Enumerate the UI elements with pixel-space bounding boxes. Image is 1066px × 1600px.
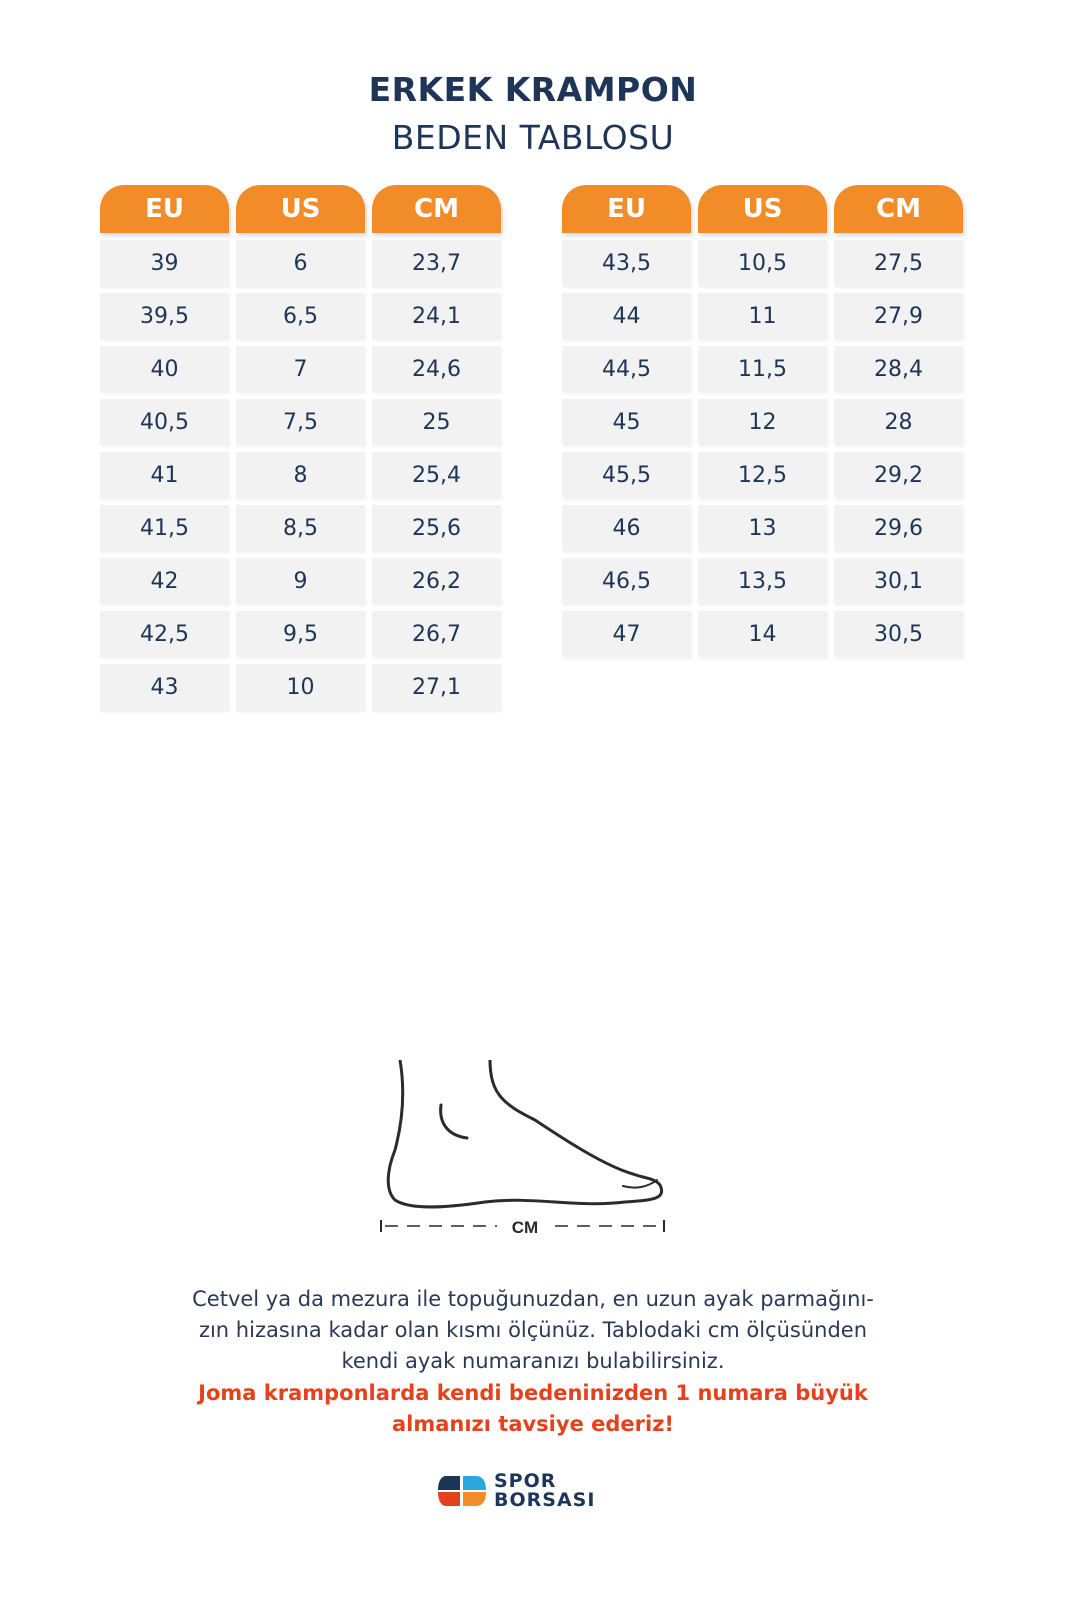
table-row	[100, 558, 501, 604]
cell-eu: 41	[100, 452, 229, 498]
column-header-eu: EU	[562, 185, 691, 233]
cell-eu: 43	[100, 664, 229, 710]
cell-eu: 40	[100, 346, 229, 392]
cell-cm: 27,1	[372, 664, 501, 710]
column-header-us: US	[236, 185, 365, 233]
instruction-line: zın hizasına kadar olan kısmı ölçünüz. Tablodaki cm ölçüsünden	[198, 1318, 868, 1342]
foot-icon	[375, 1060, 695, 1250]
cell-us: 10,5	[698, 240, 827, 286]
cell-us: 9	[236, 558, 365, 604]
column-header-cm: CM	[372, 185, 501, 233]
table-row	[100, 452, 501, 498]
column-header-eu: EU	[100, 185, 229, 233]
cell-cm: 25	[372, 399, 501, 445]
cell-cm: 30,1	[834, 558, 963, 604]
sizing-warning	[160, 1378, 906, 1440]
table-header	[562, 185, 963, 233]
cell-cm: 25,4	[372, 452, 501, 498]
cell-cm: 29,2	[834, 452, 963, 498]
table-header	[100, 185, 501, 233]
cell-cm: 23,7	[372, 240, 501, 286]
cell-cm: 27,5	[834, 240, 963, 286]
cell-eu: 46,5	[562, 558, 691, 604]
column-header-cm: CM	[834, 185, 963, 233]
cell-eu: 47	[562, 611, 691, 657]
cell-eu: 42,5	[100, 611, 229, 657]
cell-cm: 30,5	[834, 611, 963, 657]
table-row	[100, 505, 501, 551]
cell-us: 11	[698, 293, 827, 339]
cell-us: 14	[698, 611, 827, 657]
size-table-left	[100, 185, 501, 717]
table-row	[562, 399, 963, 445]
cell-cm: 24,1	[372, 293, 501, 339]
cell-eu: 44,5	[562, 346, 691, 392]
cell-eu: 41,5	[100, 505, 229, 551]
table-row	[100, 611, 501, 657]
cell-us: 7	[236, 346, 365, 392]
table-row	[562, 452, 963, 498]
cell-eu: 44	[562, 293, 691, 339]
table-row	[100, 664, 501, 710]
measurement-instructions	[160, 1284, 906, 1377]
cell-us: 11,5	[698, 346, 827, 392]
instruction-line: Cetvel ya da mezura ile topuğunuzdan, en uzun ayak parmağını-	[192, 1287, 874, 1311]
table-row	[562, 293, 963, 339]
cell-us: 13,5	[698, 558, 827, 604]
cell-eu: 39,5	[100, 293, 229, 339]
measure-label: CM	[511, 1218, 539, 1237]
logo-text-top: SPOR	[494, 1470, 557, 1492]
cell-us: 10	[236, 664, 365, 710]
table-row	[562, 505, 963, 551]
cell-eu: 39	[100, 240, 229, 286]
table-row	[100, 346, 501, 392]
table-row	[100, 293, 501, 339]
cell-cm: 24,6	[372, 346, 501, 392]
cell-cm: 28,4	[834, 346, 963, 392]
cell-us: 12,5	[698, 452, 827, 498]
cell-us: 13	[698, 505, 827, 551]
page-subtitle: BEDEN TABLOSU	[391, 118, 675, 157]
instruction-line: kendi ayak numaranızı bulabilirsiniz.	[341, 1349, 725, 1373]
cell-cm: 26,7	[372, 611, 501, 657]
cell-us: 7,5	[236, 399, 365, 445]
warning-line: Joma kramponlarda kendi bedeninizden 1 numara büyük	[198, 1381, 868, 1405]
table-row	[100, 240, 501, 286]
spor-borsasi-logo	[438, 1472, 595, 1510]
cell-cm: 29,6	[834, 505, 963, 551]
table-row	[562, 558, 963, 604]
cell-cm: 25,6	[372, 505, 501, 551]
table-row	[562, 611, 963, 657]
cell-us: 6,5	[236, 293, 365, 339]
cell-cm: 27,9	[834, 293, 963, 339]
page-title: ERKEK KRAMPON	[368, 70, 698, 109]
cell-us: 12	[698, 399, 827, 445]
cell-us: 8	[236, 452, 365, 498]
warning-line: almanızı tavsiye ederiz!	[391, 1412, 674, 1436]
cell-eu: 45,5	[562, 452, 691, 498]
cell-cm: 26,2	[372, 558, 501, 604]
table-row	[562, 346, 963, 392]
size-table-right	[562, 185, 963, 664]
cell-eu: 40,5	[100, 399, 229, 445]
logo-text-bottom: BORSASI	[494, 1489, 596, 1511]
cell-eu: 43,5	[562, 240, 691, 286]
foot-measure-illustration	[375, 1060, 695, 1254]
table-row	[562, 240, 963, 286]
column-header-us: US	[698, 185, 827, 233]
cell-cm: 28	[834, 399, 963, 445]
cell-eu: 45	[562, 399, 691, 445]
cell-eu: 46	[562, 505, 691, 551]
cell-us: 6	[236, 240, 365, 286]
logo-mark-icon	[438, 1474, 488, 1508]
table-row	[100, 399, 501, 445]
cell-us: 8,5	[236, 505, 365, 551]
cell-eu: 42	[100, 558, 229, 604]
cell-us: 9,5	[236, 611, 365, 657]
